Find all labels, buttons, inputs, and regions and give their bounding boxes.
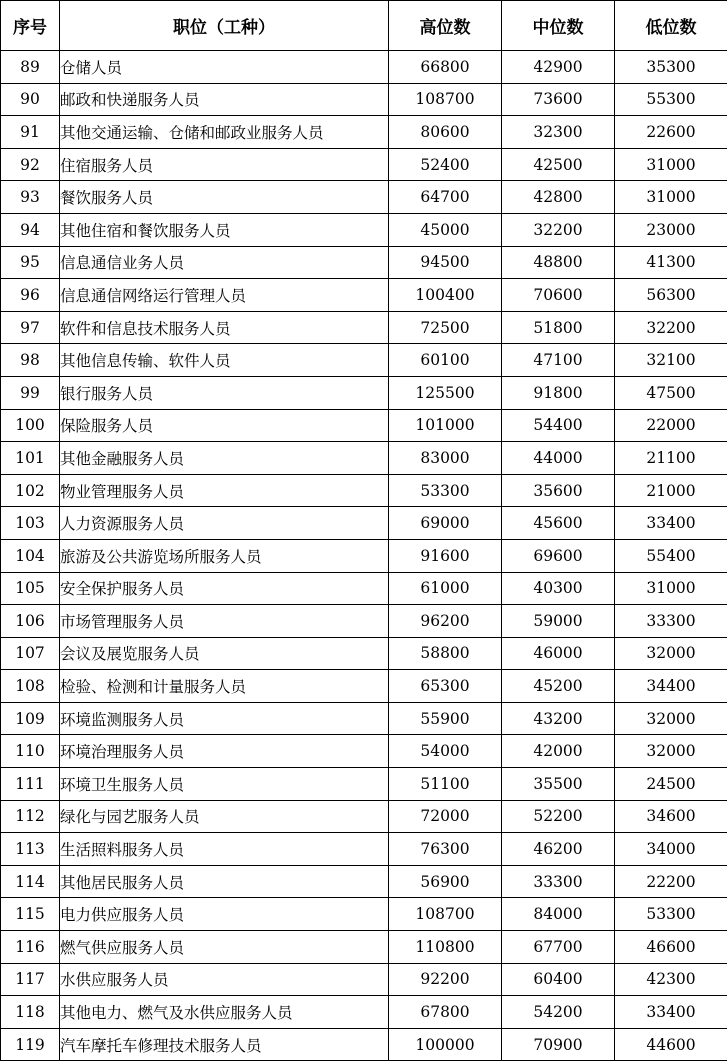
- cell-position: 汽车摩托车修理技术服务人员: [60, 1028, 389, 1061]
- cell-median: 54200: [502, 996, 615, 1029]
- cell-low: 34000: [615, 833, 727, 866]
- table-row: [1, 409, 727, 442]
- table-row: [1, 572, 727, 605]
- cell-position: 电力供应服务人员: [60, 898, 389, 931]
- table-row: [1, 181, 727, 214]
- cell-position: 会议及展览服务人员: [60, 637, 389, 670]
- cell-position: 保险服务人员: [60, 409, 389, 442]
- cell-low: 22200: [615, 865, 727, 898]
- cell-low: 42300: [615, 963, 727, 996]
- table-row: [1, 768, 727, 801]
- table-header: [1, 1, 727, 51]
- cell-median: 54400: [502, 409, 615, 442]
- cell-index: 108: [1, 670, 60, 703]
- cell-high: 52400: [389, 148, 502, 181]
- cell-median: 59000: [502, 605, 615, 638]
- cell-index: 95: [1, 246, 60, 279]
- cell-median: 35600: [502, 474, 615, 507]
- cell-high: 76300: [389, 833, 502, 866]
- cell-position: 环境监测服务人员: [60, 702, 389, 735]
- cell-high: 125500: [389, 376, 502, 409]
- cell-median: 32200: [502, 213, 615, 246]
- table-row: [1, 246, 727, 279]
- cell-index: 100: [1, 409, 60, 442]
- cell-position: 信息通信网络运行管理人员: [60, 279, 389, 312]
- cell-high: 92200: [389, 963, 502, 996]
- cell-position: 环境治理服务人员: [60, 735, 389, 768]
- cell-low: 32100: [615, 344, 727, 377]
- cell-low: 31000: [615, 572, 727, 605]
- cell-median: 91800: [502, 376, 615, 409]
- table-row: [1, 670, 727, 703]
- cell-high: 54000: [389, 735, 502, 768]
- cell-position: 其他电力、燃气及水供应服务人员: [60, 996, 389, 1029]
- cell-median: 84000: [502, 898, 615, 931]
- cell-high: 60100: [389, 344, 502, 377]
- cell-low: 33400: [615, 507, 727, 540]
- cell-low: 32000: [615, 702, 727, 735]
- cell-median: 51800: [502, 311, 615, 344]
- cell-index: 119: [1, 1028, 60, 1061]
- cell-index: 114: [1, 865, 60, 898]
- table-row: [1, 898, 727, 931]
- cell-index: 92: [1, 148, 60, 181]
- table-row: [1, 833, 727, 866]
- cell-position: 人力资源服务人员: [60, 507, 389, 540]
- cell-index: 97: [1, 311, 60, 344]
- cell-low: 34600: [615, 800, 727, 833]
- cell-position: 餐饮服务人员: [60, 181, 389, 214]
- cell-position: 其他交通运输、仓储和邮政业服务人员: [60, 116, 389, 149]
- cell-high: 72500: [389, 311, 502, 344]
- cell-low: 33400: [615, 996, 727, 1029]
- table-row: [1, 963, 727, 996]
- cell-high: 65300: [389, 670, 502, 703]
- cell-high: 64700: [389, 181, 502, 214]
- header-row: [1, 1, 727, 51]
- cell-index: 112: [1, 800, 60, 833]
- cell-index: 107: [1, 637, 60, 670]
- cell-median: 42000: [502, 735, 615, 768]
- cell-median: 42500: [502, 148, 615, 181]
- cell-position: 环境卫生服务人员: [60, 768, 389, 801]
- cell-low: 24500: [615, 768, 727, 801]
- cell-low: 32000: [615, 637, 727, 670]
- table-row: [1, 605, 727, 638]
- cell-index: 118: [1, 996, 60, 1029]
- cell-high: 58800: [389, 637, 502, 670]
- table-row: [1, 474, 727, 507]
- table-row: [1, 735, 727, 768]
- cell-high: 45000: [389, 213, 502, 246]
- table-row: [1, 637, 727, 670]
- cell-index: 101: [1, 442, 60, 475]
- cell-high: 56900: [389, 865, 502, 898]
- cell-index: 117: [1, 963, 60, 996]
- cell-low: 44600: [615, 1028, 727, 1061]
- cell-median: 70600: [502, 279, 615, 312]
- cell-position: 银行服务人员: [60, 376, 389, 409]
- cell-median: 46000: [502, 637, 615, 670]
- cell-index: 109: [1, 702, 60, 735]
- cell-index: 113: [1, 833, 60, 866]
- cell-position: 软件和信息技术服务人员: [60, 311, 389, 344]
- cell-high: 96200: [389, 605, 502, 638]
- cell-index: 110: [1, 735, 60, 768]
- cell-low: 22000: [615, 409, 727, 442]
- header-position: 职位（工种）: [60, 1, 389, 51]
- cell-low: 46600: [615, 931, 727, 964]
- cell-median: 73600: [502, 83, 615, 116]
- table-row: [1, 507, 727, 540]
- table-row: [1, 279, 727, 312]
- table-row: [1, 539, 727, 572]
- table-row: [1, 800, 727, 833]
- cell-median: 43200: [502, 702, 615, 735]
- table-row: [1, 931, 727, 964]
- table-row: [1, 116, 727, 149]
- cell-median: 42800: [502, 181, 615, 214]
- cell-index: 116: [1, 931, 60, 964]
- cell-median: 40300: [502, 572, 615, 605]
- cell-low: 33300: [615, 605, 727, 638]
- cell-index: 103: [1, 507, 60, 540]
- cell-high: 83000: [389, 442, 502, 475]
- cell-index: 98: [1, 344, 60, 377]
- cell-position: 其他金融服务人员: [60, 442, 389, 475]
- cell-position: 邮政和快递服务人员: [60, 83, 389, 116]
- table-row: [1, 376, 727, 409]
- cell-position: 其他信息传输、软件人员: [60, 344, 389, 377]
- cell-index: 99: [1, 376, 60, 409]
- table-row: [1, 702, 727, 735]
- cell-low: 21100: [615, 442, 727, 475]
- table-row: [1, 213, 727, 246]
- cell-median: 45200: [502, 670, 615, 703]
- header-high: 高位数: [389, 1, 502, 51]
- cell-high: 101000: [389, 409, 502, 442]
- cell-high: 80600: [389, 116, 502, 149]
- cell-high: 55900: [389, 702, 502, 735]
- cell-median: 32300: [502, 116, 615, 149]
- cell-high: 94500: [389, 246, 502, 279]
- cell-low: 22600: [615, 116, 727, 149]
- cell-low: 55300: [615, 83, 727, 116]
- cell-median: 44000: [502, 442, 615, 475]
- cell-position: 仓储人员: [60, 51, 389, 84]
- cell-high: 53300: [389, 474, 502, 507]
- cell-position: 安全保护服务人员: [60, 572, 389, 605]
- cell-median: 33300: [502, 865, 615, 898]
- cell-low: 35300: [615, 51, 727, 84]
- cell-index: 102: [1, 474, 60, 507]
- cell-low: 32200: [615, 311, 727, 344]
- cell-median: 60400: [502, 963, 615, 996]
- cell-low: 21000: [615, 474, 727, 507]
- cell-low: 23000: [615, 213, 727, 246]
- header-low: 低位数: [615, 1, 727, 51]
- cell-low: 56300: [615, 279, 727, 312]
- table-row: [1, 1028, 727, 1061]
- cell-high: 51100: [389, 768, 502, 801]
- table-row: [1, 442, 727, 475]
- cell-position: 信息通信业务人员: [60, 246, 389, 279]
- table-row: [1, 311, 727, 344]
- cell-high: 69000: [389, 507, 502, 540]
- cell-position: 旅游及公共游览场所服务人员: [60, 539, 389, 572]
- table-row: [1, 83, 727, 116]
- cell-high: 100400: [389, 279, 502, 312]
- cell-median: 45600: [502, 507, 615, 540]
- cell-median: 42900: [502, 51, 615, 84]
- cell-index: 105: [1, 572, 60, 605]
- cell-position: 市场管理服务人员: [60, 605, 389, 638]
- cell-median: 70900: [502, 1028, 615, 1061]
- cell-median: 35500: [502, 768, 615, 801]
- cell-high: 67800: [389, 996, 502, 1029]
- cell-high: 108700: [389, 898, 502, 931]
- cell-high: 108700: [389, 83, 502, 116]
- cell-index: 115: [1, 898, 60, 931]
- cell-low: 47500: [615, 376, 727, 409]
- cell-low: 32000: [615, 735, 727, 768]
- cell-high: 100000: [389, 1028, 502, 1061]
- cell-position: 住宿服务人员: [60, 148, 389, 181]
- cell-median: 67700: [502, 931, 615, 964]
- cell-low: 41300: [615, 246, 727, 279]
- cell-index: 89: [1, 51, 60, 84]
- cell-median: 47100: [502, 344, 615, 377]
- cell-position: 绿化与园艺服务人员: [60, 800, 389, 833]
- cell-high: 61000: [389, 572, 502, 605]
- cell-position: 生活照料服务人员: [60, 833, 389, 866]
- table-row: [1, 996, 727, 1029]
- table-row: [1, 148, 727, 181]
- cell-position: 其他住宿和餐饮服务人员: [60, 213, 389, 246]
- table-row: [1, 865, 727, 898]
- table-row: [1, 51, 727, 84]
- cell-low: 31000: [615, 148, 727, 181]
- cell-position: 水供应服务人员: [60, 963, 389, 996]
- cell-position: 物业管理服务人员: [60, 474, 389, 507]
- table-row: [1, 344, 727, 377]
- cell-median: 52200: [502, 800, 615, 833]
- cell-low: 55400: [615, 539, 727, 572]
- cell-high: 91600: [389, 539, 502, 572]
- cell-high: 66800: [389, 51, 502, 84]
- cell-position: 其他居民服务人员: [60, 865, 389, 898]
- cell-index: 91: [1, 116, 60, 149]
- cell-high: 72000: [389, 800, 502, 833]
- cell-index: 96: [1, 279, 60, 312]
- table-body: [1, 51, 727, 1061]
- cell-high: 110800: [389, 931, 502, 964]
- cell-index: 106: [1, 605, 60, 638]
- cell-index: 104: [1, 539, 60, 572]
- cell-index: 90: [1, 83, 60, 116]
- cell-low: 34400: [615, 670, 727, 703]
- cell-median: 48800: [502, 246, 615, 279]
- cell-index: 111: [1, 768, 60, 801]
- cell-median: 46200: [502, 833, 615, 866]
- cell-position: 燃气供应服务人员: [60, 931, 389, 964]
- cell-low: 31000: [615, 181, 727, 214]
- cell-index: 94: [1, 213, 60, 246]
- cell-index: 93: [1, 181, 60, 214]
- header-median: 中位数: [502, 1, 615, 51]
- cell-low: 53300: [615, 898, 727, 931]
- cell-position: 检验、检测和计量服务人员: [60, 670, 389, 703]
- header-index: 序号: [1, 1, 60, 51]
- cell-median: 69600: [502, 539, 615, 572]
